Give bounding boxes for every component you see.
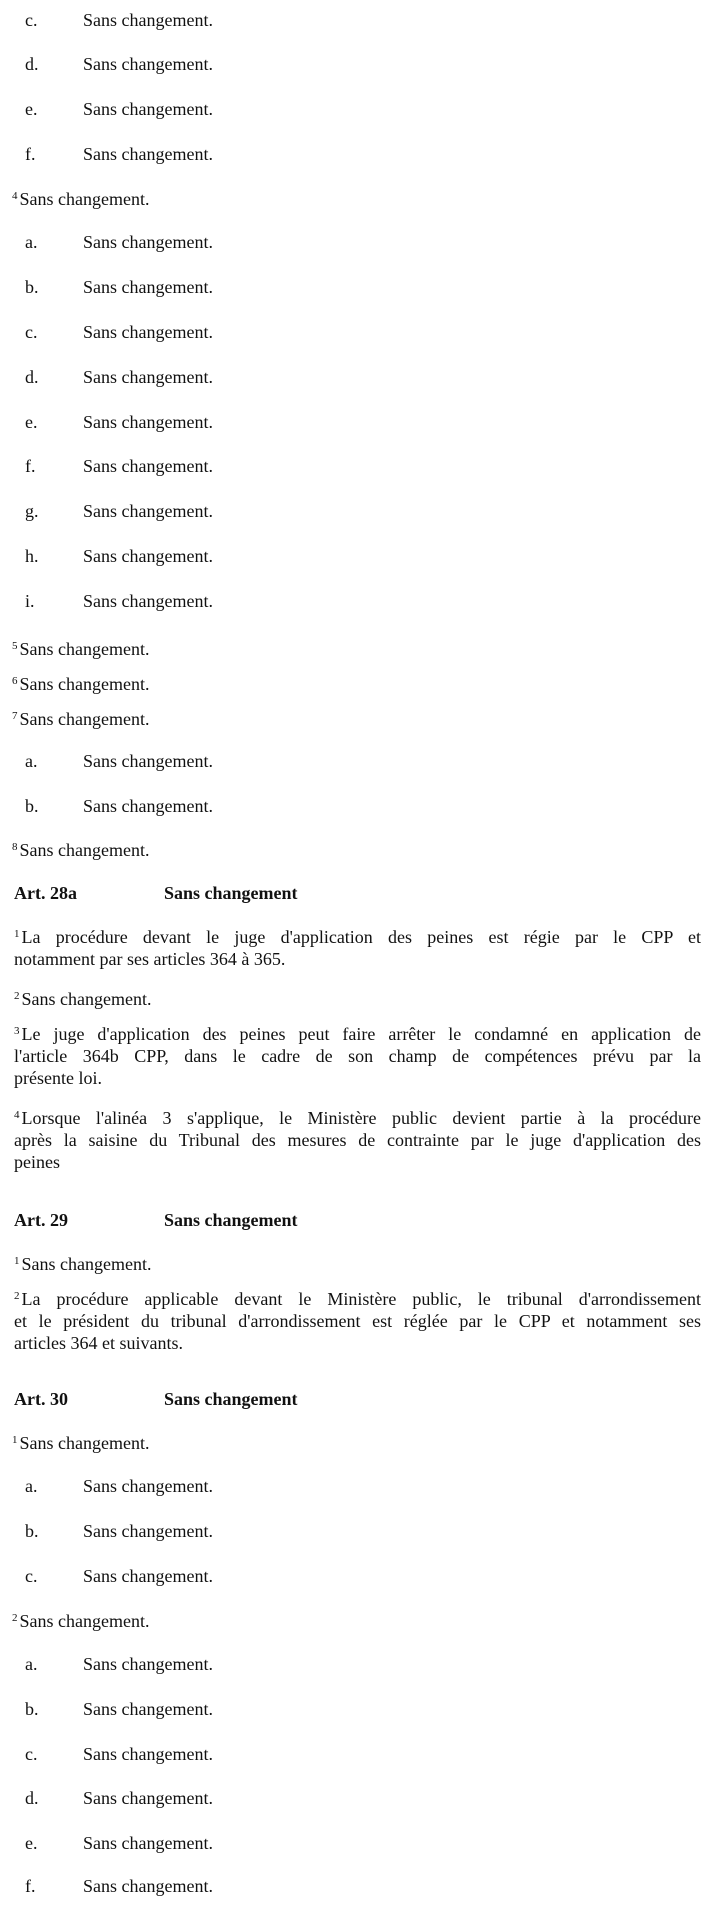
paragraph-28a-4 xyxy=(14,1107,701,1173)
paragraph-number: 2 xyxy=(12,1612,18,1624)
item-marker: d. xyxy=(25,54,39,74)
item-marker: i. xyxy=(25,591,35,611)
paragraph-number: 7 xyxy=(12,710,18,722)
item-marker: c. xyxy=(25,322,38,342)
paragraph-number: 1 xyxy=(14,928,20,940)
item-text: Sans changement. xyxy=(83,277,213,297)
item-text: Sans changement. xyxy=(83,1833,213,1853)
article-status: Sans changement xyxy=(164,1389,298,1409)
text-line xyxy=(14,1023,701,1045)
line-text: Sans changement. xyxy=(21,989,152,1009)
paragraph-number: 4 xyxy=(12,190,18,202)
item-text: Sans changement. xyxy=(83,144,213,164)
item-text: Sans changement. xyxy=(83,546,213,566)
paragraph-number: 5 xyxy=(12,640,18,652)
paragraph-text: Sans changement. xyxy=(19,840,150,860)
item-text: Sans changement. xyxy=(83,1699,213,1719)
item-marker: b. xyxy=(25,796,39,816)
paragraph-text: Sans changement. xyxy=(19,639,150,659)
paragraph-28a-1 xyxy=(14,926,701,970)
article-number: Art. 30 xyxy=(14,1389,68,1409)
article-number: Art. 28a xyxy=(14,883,77,903)
item-text: Sans changement. xyxy=(83,232,213,252)
item-marker: e. xyxy=(25,1833,38,1853)
article-status: Sans changement xyxy=(164,883,298,903)
item-text: Sans changement. xyxy=(83,1876,213,1896)
paragraph-6 xyxy=(12,673,149,695)
text-line xyxy=(14,1253,701,1275)
text-line xyxy=(14,1107,701,1129)
paragraph-4 xyxy=(12,188,149,210)
item-text: Sans changement. xyxy=(83,751,213,771)
item-marker: g. xyxy=(25,501,39,521)
text-line: articles 364 et suivants. xyxy=(14,1333,183,1353)
item-text: Sans changement. xyxy=(83,367,213,387)
text-line: après la saisine du Tribunal des mesures de contrainte par le juge d'application des xyxy=(14,1130,701,1150)
paragraph-number: 2 xyxy=(14,1290,20,1302)
line-text: La procédure applicable devant le Ministère public, le tribunal d'arrondissement xyxy=(21,1289,701,1309)
paragraph-7 xyxy=(12,708,149,730)
item-marker: h. xyxy=(25,546,39,566)
item-text: Sans changement. xyxy=(83,1566,213,1586)
item-text: Sans changement. xyxy=(83,501,213,521)
paragraph-number: 6 xyxy=(12,675,18,687)
line-text: Lorsque l'alinéa 3 s'applique, le Ministère public devient partie à la procédure xyxy=(21,1108,701,1128)
item-text: Sans changement. xyxy=(83,1654,213,1674)
paragraph-text: Sans changement. xyxy=(19,674,150,694)
item-marker: f. xyxy=(25,1876,36,1896)
paragraph-text: Sans changement. xyxy=(19,709,150,729)
paragraph-8 xyxy=(12,839,149,861)
paragraph-number: 1 xyxy=(14,1255,20,1267)
paragraph-number: 2 xyxy=(14,990,20,1002)
paragraph-28a-3 xyxy=(14,1023,701,1089)
paragraph-text: Sans changement. xyxy=(19,189,150,209)
paragraph-30-2 xyxy=(12,1610,149,1632)
item-marker: c. xyxy=(25,10,38,30)
paragraph-28a-2 xyxy=(14,988,701,1010)
item-marker: d. xyxy=(25,367,39,387)
item-marker: a. xyxy=(25,232,38,252)
item-marker: b. xyxy=(25,277,39,297)
item-text: Sans changement. xyxy=(83,456,213,476)
item-marker: c. xyxy=(25,1566,38,1586)
text-line xyxy=(14,926,701,948)
item-text: Sans changement. xyxy=(83,796,213,816)
item-marker: f. xyxy=(25,144,36,164)
line-text: Le juge d'application des peines peut faire arrêter le condamné en application de xyxy=(21,1024,701,1044)
item-marker: b. xyxy=(25,1521,39,1541)
item-text: Sans changement. xyxy=(83,1788,213,1808)
paragraph-number: 4 xyxy=(14,1109,20,1121)
paragraph-number: 3 xyxy=(14,1025,20,1037)
paragraph-text: Sans changement. xyxy=(19,1433,150,1453)
item-marker: b. xyxy=(25,1699,39,1719)
item-text: Sans changement. xyxy=(83,99,213,119)
item-text: Sans changement. xyxy=(83,412,213,432)
text-line: notamment par ses articles 364 à 365. xyxy=(14,949,286,969)
item-marker: a. xyxy=(25,751,38,771)
text-line xyxy=(14,988,701,1010)
text-line xyxy=(14,1288,701,1310)
text-line: présente loi. xyxy=(14,1068,102,1088)
item-marker: d. xyxy=(25,1788,39,1808)
item-marker: e. xyxy=(25,99,38,119)
text-line: l'article 364b CPP, dans le cadre de son champ de compétences prévu par la xyxy=(14,1046,701,1066)
text-line: et le président du tribunal d'arrondissement est réglée par le CPP et notamment ses xyxy=(14,1311,701,1331)
item-marker: e. xyxy=(25,412,38,432)
line-text: Sans changement. xyxy=(21,1254,152,1274)
item-text: Sans changement. xyxy=(83,10,213,30)
item-marker: c. xyxy=(25,1744,38,1764)
item-marker: a. xyxy=(25,1476,38,1496)
item-text: Sans changement. xyxy=(83,1476,213,1496)
item-text: Sans changement. xyxy=(83,54,213,74)
item-text: Sans changement. xyxy=(83,322,213,342)
paragraph-30-1 xyxy=(12,1432,149,1454)
paragraph-29-2 xyxy=(14,1288,701,1354)
item-marker: f. xyxy=(25,456,36,476)
paragraph-number: 1 xyxy=(12,1434,18,1446)
paragraph-5 xyxy=(12,638,149,660)
item-text: Sans changement. xyxy=(83,1521,213,1541)
article-number: Art. 29 xyxy=(14,1210,68,1230)
item-text: Sans changement. xyxy=(83,1744,213,1764)
paragraph-text: Sans changement. xyxy=(19,1611,150,1631)
item-marker: a. xyxy=(25,1654,38,1674)
item-text: Sans changement. xyxy=(83,591,213,611)
paragraph-number: 8 xyxy=(12,841,18,853)
text-line: peines xyxy=(14,1152,60,1172)
paragraph-29-1 xyxy=(14,1253,701,1275)
article-status: Sans changement xyxy=(164,1210,298,1230)
line-text: La procédure devant le juge d'application des peines est régie par le CPP et xyxy=(21,927,701,947)
